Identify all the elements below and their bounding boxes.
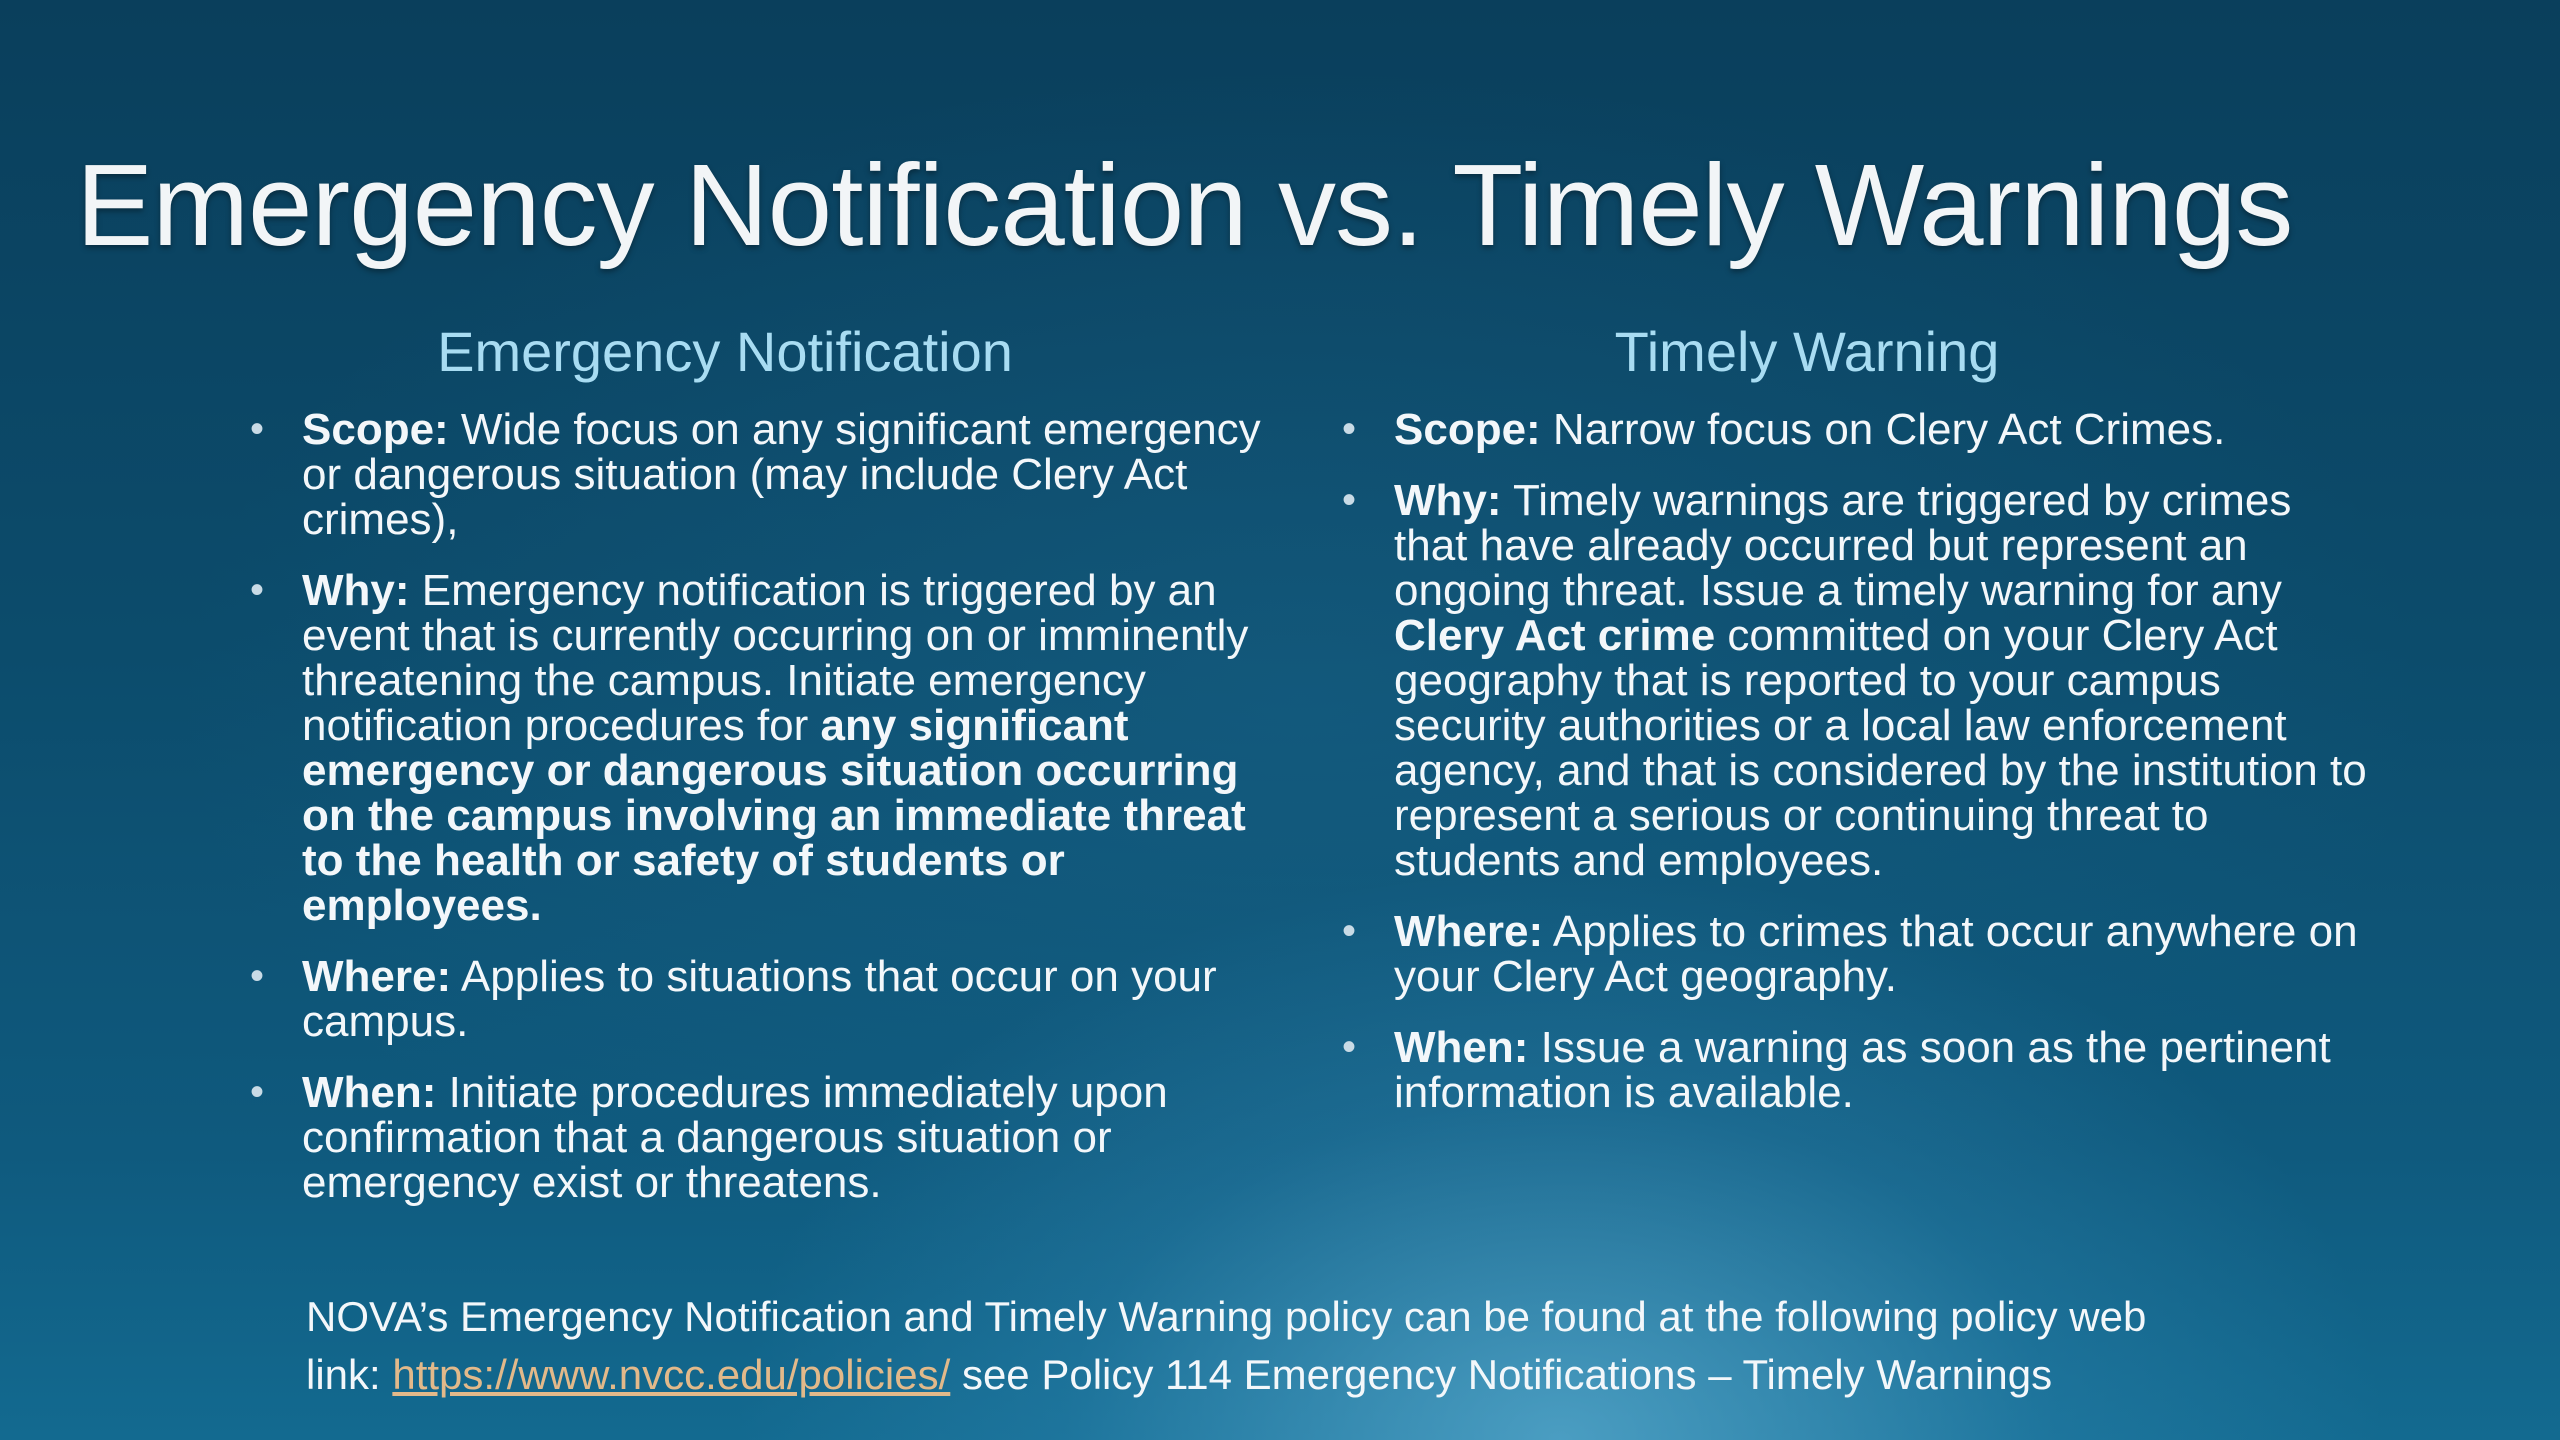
en-where-bullet xyxy=(250,952,1290,1047)
en-where-label: Where: xyxy=(302,952,452,1002)
en-why-text: Emergency notification is triggered by an event that is currently occurring on or imminently threatening the campus. Initiate emergency notification procedures for xyxy=(302,566,1249,751)
en-when-label: When: xyxy=(302,1068,437,1118)
tw-where-text: Applies to crimes that occur anywhere on your Clery Act geography. xyxy=(1394,907,2358,1002)
emergency-notification-heading: Emergency Notification xyxy=(437,320,1013,383)
tw-where-label: Where: xyxy=(1394,907,1544,957)
en-scope-bullet xyxy=(250,405,1290,545)
emergency-notification-column xyxy=(250,318,1290,1231)
en-where-text: Applies to situations that occur on your campus. xyxy=(302,952,1217,1047)
tw-scope-label: Scope: xyxy=(1394,405,1541,455)
footer-link-prefix: link: xyxy=(306,1351,393,1398)
en-scope-label: Scope: xyxy=(302,405,449,455)
tw-why-text: Timely warnings are triggered by crimes that have already occurred but represent an ongoing threat. Issue a timely warning for any xyxy=(1394,476,2292,616)
tw-when-bullet xyxy=(1342,1023,2372,1118)
timely-warning-list xyxy=(1342,405,2372,1118)
tw-scope-bullet xyxy=(1342,405,2372,455)
tw-scope-text: Narrow focus on Clery Act Crimes. xyxy=(1540,405,2226,455)
slide-title: Emergency Notification vs. Timely Warnings xyxy=(76,140,2293,270)
en-when-text: Initiate procedures immediately upon confirmation that a dangerous situation or emergency exist or threatens. xyxy=(302,1068,1168,1208)
footer-line-1: NOVA’s Emergency Notification and Timely Warning policy can be found at the following policy web xyxy=(306,1293,2147,1340)
tw-why-label: Why: xyxy=(1394,476,1502,526)
timely-warning-heading: Timely Warning xyxy=(1614,320,2000,383)
timely-warning-column xyxy=(1342,318,2372,1141)
en-scope-text: Wide focus on any significant emergency or dangerous situation (may include Clery Act crimes), xyxy=(302,405,1261,545)
tw-why-bold-text: Clery Act crime xyxy=(1394,611,1716,661)
en-when-bullet xyxy=(250,1068,1290,1208)
en-why-label: Why: xyxy=(302,566,410,616)
footer-link-suffix: see Policy 114 Emergency Notifications – Timely Warnings xyxy=(950,1351,2053,1398)
tw-why-bullet xyxy=(1342,476,2372,886)
footer-line-2 xyxy=(306,1346,2406,1404)
tw-when-label: When: xyxy=(1394,1023,1529,1073)
en-why-bold-text: any significant emergency or dangerous situation occurring on the campus involving an immediate threat to the health or safety of students or employees. xyxy=(302,701,1246,931)
en-why-bullet xyxy=(250,566,1290,931)
emergency-notification-list xyxy=(250,405,1290,1208)
policies-link[interactable]: https://www.nvcc.edu/policies/ xyxy=(392,1351,951,1398)
policy-footer xyxy=(306,1288,2406,1404)
tw-when-text: Issue a warning as soon as the pertinent information is available. xyxy=(1394,1023,2331,1118)
tw-where-bullet xyxy=(1342,907,2372,1002)
tw-why-text-continued: committed on your Clery Act geography that is reported to your campus security authorities or a local law enforcement agency, and that is considered by the institution to represent a serious or continuing threat to students and employees. xyxy=(1394,611,2367,886)
